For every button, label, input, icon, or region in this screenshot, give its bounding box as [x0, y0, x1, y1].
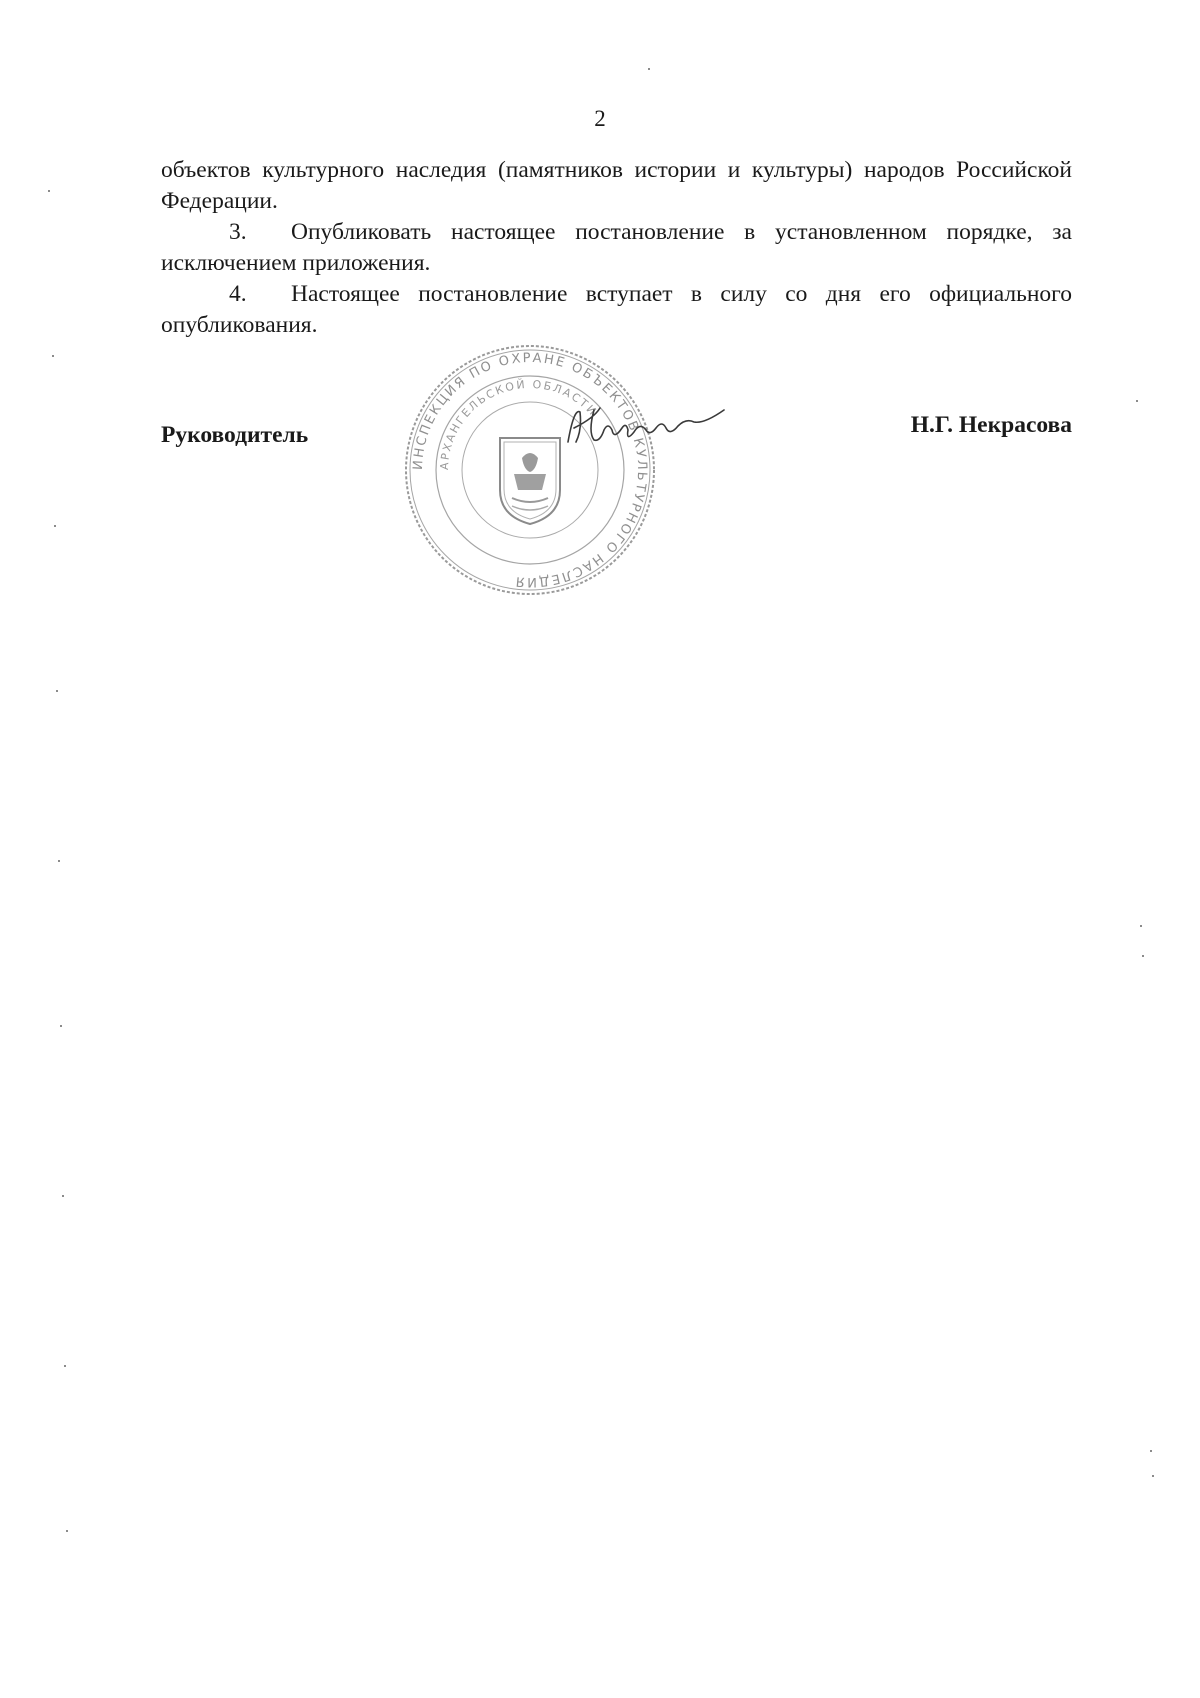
scan-speck: [48, 190, 50, 192]
scan-speck: [648, 68, 650, 70]
signatory-title: Руководитель: [161, 422, 309, 448]
item-text: Настоящее постановление вступает в силу со дня его официального опубликования.: [161, 281, 1072, 338]
paragraph-item-4: [161, 279, 1072, 341]
document-body: [161, 155, 1072, 341]
scan-speck: [62, 1195, 64, 1197]
signature-block: [161, 412, 1072, 452]
scan-speck: [1136, 400, 1138, 402]
item-number: 4.: [229, 281, 247, 307]
item-text: Опубликовать настоящее постановление в установленном порядке, за исключением приложения.: [161, 219, 1072, 276]
stamp-outer-text: ИНСПЕКЦИЯ ПО ОХРАНЕ ОБЪЕКТОВ КУЛЬТУРНОГО НАСЛЕДИЯ: [410, 350, 650, 590]
paragraph-item-3: [161, 217, 1072, 279]
scan-speck: [54, 525, 56, 527]
signatory-name: Н.Г. Некрасова: [910, 412, 1072, 438]
paragraph-continuation: объектов культурного наследия (памятников истории и культуры) народов Российской Федерации.: [161, 157, 1072, 214]
scan-speck: [1140, 925, 1142, 927]
official-stamp: [400, 340, 660, 600]
stamp-inner-text: АРХАНГЕЛЬСКОЙ ОБЛАСТИ: [437, 377, 600, 471]
scan-speck: [60, 1025, 62, 1027]
scan-speck: [52, 355, 54, 357]
scan-speck: [64, 1365, 66, 1367]
scan-speck: [1142, 955, 1144, 957]
scan-speck: [1150, 1450, 1152, 1452]
scan-speck: [58, 860, 60, 862]
scan-speck: [66, 1530, 68, 1532]
page-number: 2: [594, 106, 606, 131]
scan-speck: [1152, 1475, 1154, 1477]
scan-speck: [56, 690, 58, 692]
item-number: 3.: [229, 219, 247, 245]
